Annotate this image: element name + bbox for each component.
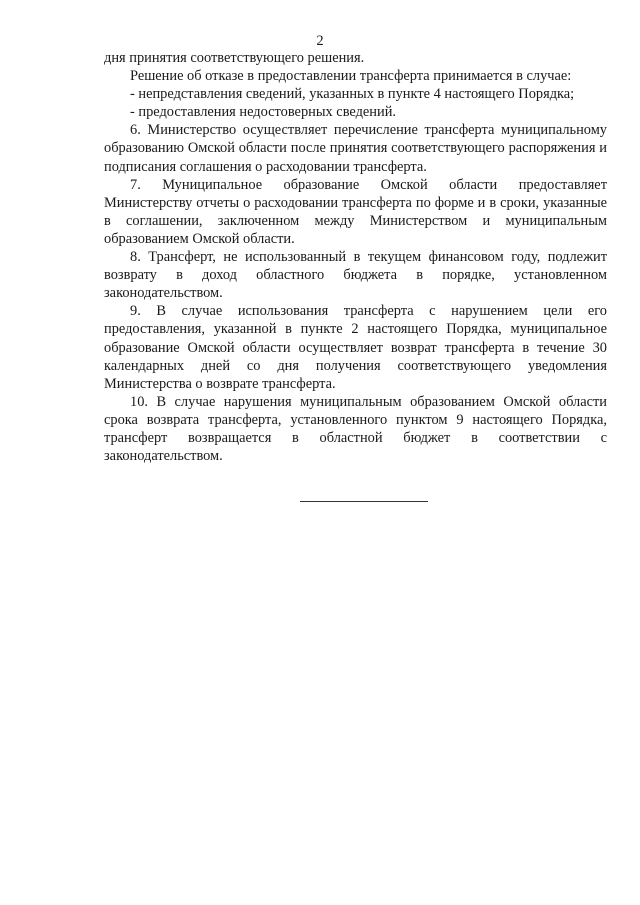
page-number: 2 (316, 33, 324, 49)
paragraph-item-10: 10. В случае нарушения муниципальным образованием Омской области срока возврата трансферта, установленного пунктом 9 настоящего Порядка, трансферт возвращается в областной бюджет в соответствии с законодательством. (104, 393, 607, 465)
paragraph-item-8: 8. Трансферт, не использованный в текущем финансовом году, подлежит возврату в доход областного бюджета в порядке, установленном законодательством. (104, 249, 607, 302)
paragraph-item-6: 6. Министерство осуществляет перечисление трансферта муниципальному образованию Омской области после принятия соответствующего распоряжения и подписания соглашения о расходовании трансферта. (104, 122, 607, 175)
list-item-refusal-2: - предоставления недостоверных сведений. (130, 104, 397, 121)
paragraph-continuation: дня принятия соответствующего решения. (104, 50, 365, 66)
paragraph-item-7: 7. Муниципальное образование Омской области предоставляет Министерству отчеты о расходовании трансферта по форме и в сроки, указанные в соглашении, заключенном между Министерством и муниципальным образованием Омской области. (104, 176, 607, 247)
document-body (104, 49, 607, 465)
closing-divider (300, 501, 428, 502)
paragraph-refusal-intro: Решение об отказе в предоставлении трансферта принимается в случае: (130, 68, 572, 85)
list-item-refusal-1: - непредставления сведений, указанных в пункте 4 настоящего Порядка; (130, 86, 575, 103)
paragraph-item-9: 9. В случае использования трансферта с нарушением цели его предоставления, указанной в пункте 2 настоящего Порядка, муниципальное образование Омской области осуществляет возврат трансферта в течение 30 календарных дней со дня получения соответствующего уведомления Министерства о возврате трансферта. (104, 303, 607, 392)
